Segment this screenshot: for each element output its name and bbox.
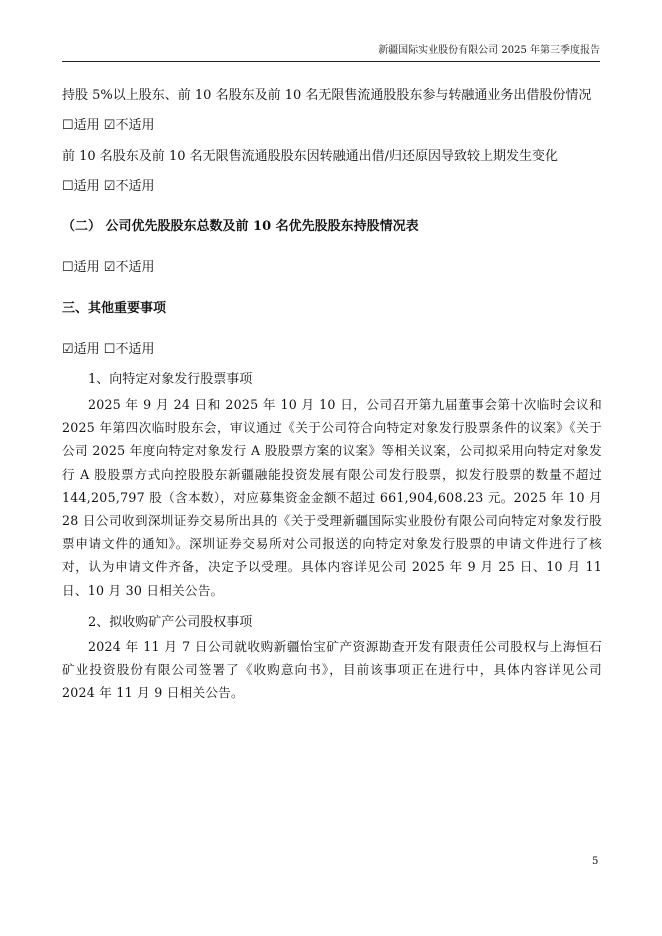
paragraph-mining-acquisition: 2024 年 11 月 7 日公司就收购新疆怡宝矿产资源勘查开发有限责任公司股权与上海恒石矿业投资股份有限公司签署了《收购意向书》，目前该事项正在进行中，具体内容详见公司 2024 年 11 月 9 日相关公告。 — [62, 639, 602, 701]
page-number: 5 — [592, 856, 599, 867]
subsection-heading-share-issuance: 1、向特定对象发行股票事项 — [88, 372, 253, 387]
applicability-checkbox-row-3: ☐适用 ☑不适用 — [62, 260, 155, 275]
text-line-lending-change: 前 10 名股东及前 10 名无限售流通股股东因转融通出借/归还原因导致较上期发生变化 — [62, 149, 558, 164]
paragraph-share-issuance: 2025 年 9 月 24 日和 2025 年 10 月 10 日，公司召开第九届董事会第十次临时会议和 2025 年第四次临时股东会，审议通过《关于公司符合向特定对象发行股票条件的议案》《关于公司 2025 年度向特定对象发行 A 股股票方案的议案》等相关议案，公司拟采用向特定对象发行 A 股股票方式向控股股东新疆融能投资发展有限公司发行股票，拟发行股票的数量不超过 144,205,797 股（含本数），对应募集资金金额不超过 661,904,608.23 元。2025 年 10 月 28 日公司收到深圳证券交易所出具的《关于受理新疆国际实业股份有限公司向特定对象发行股票申请文件的通知》。深圳证券交易所对公司报送的向特定对象发行股票的申请文件进行了核对，认为申请文件齐备，决定予以受理。具体内容详见公司 2025 年 9 月 25 日、10 月 11 日、10 月 30 日相关公告。 — [62, 397, 602, 598]
header-divider — [62, 61, 600, 62]
section-heading-other-important-matters: 三、其他重要事项 — [62, 301, 167, 316]
applicability-checkbox-row-2: ☐适用 ☑不适用 — [62, 179, 155, 194]
applicability-checkbox-row-1: ☐适用 ☑不适用 — [62, 118, 155, 133]
subsection-heading-mining-acquisition: 2、拟收购矿产公司股权事项 — [88, 615, 253, 630]
text-line-lending-situation: 持股 5%以上股东、前 10 名股东及前 10 名无限售流通股股东参与转融通业务出借股份情况 — [62, 88, 592, 103]
section-heading-preferred-shareholders: （二） 公司优先股股东总数及前 10 名优先股股东持股情况表 — [62, 219, 419, 234]
page-header: 新疆国际实业股份有限公司 2025 年第三季度报告 — [378, 45, 600, 56]
applicability-checkbox-row-4: ☑适用 ☐不适用 — [62, 342, 155, 357]
